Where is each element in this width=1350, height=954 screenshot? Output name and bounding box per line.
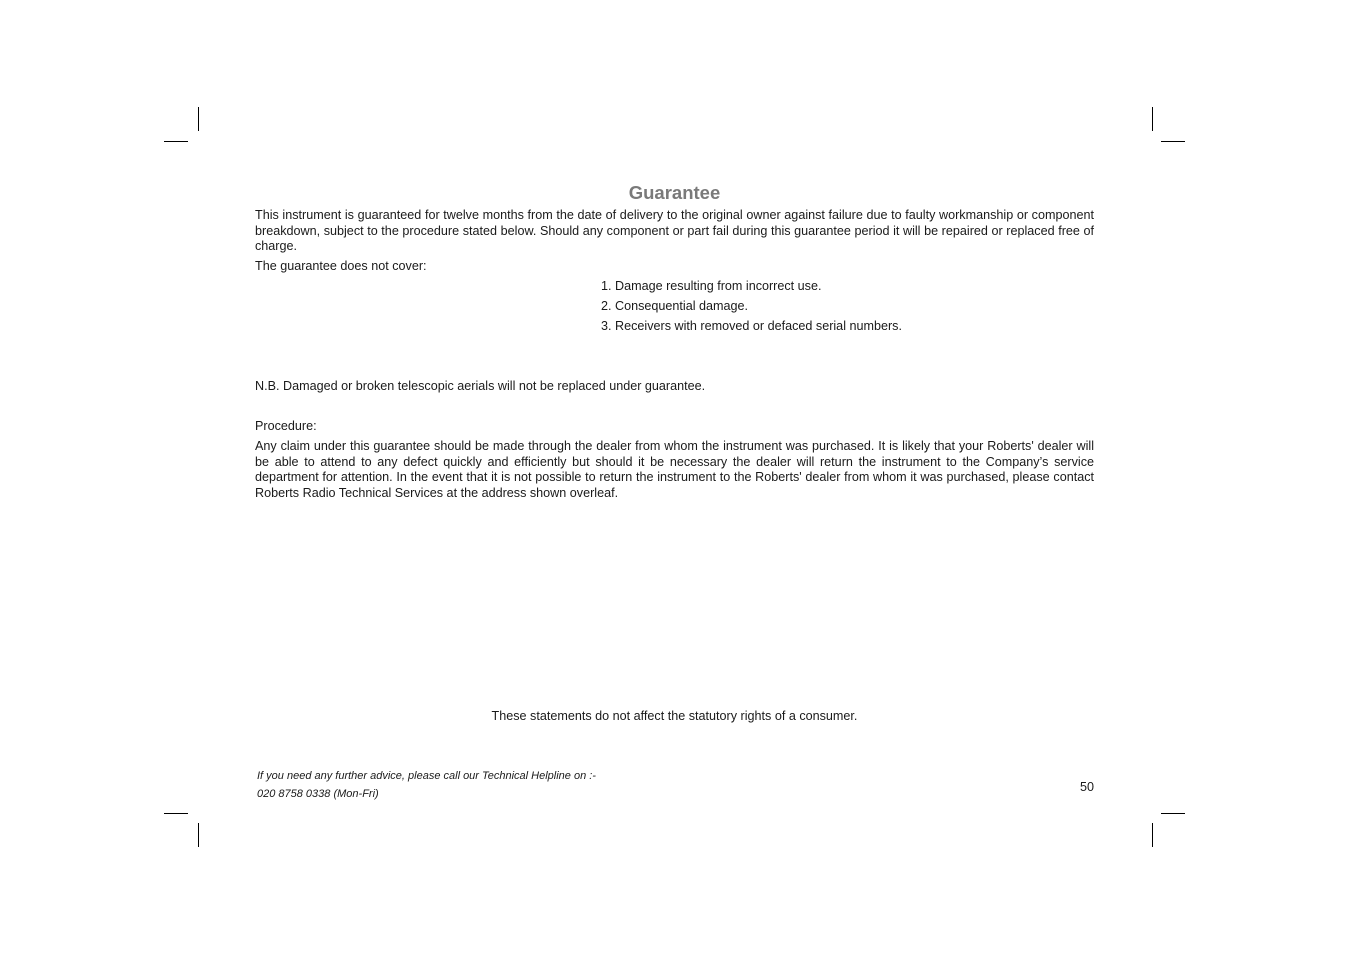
crop-mark-top-left-vertical	[198, 107, 199, 131]
crop-mark-top-right-horizontal	[1161, 141, 1185, 142]
page-title: Guarantee	[628, 182, 721, 203]
crop-mark-top-right-vertical	[1152, 107, 1153, 131]
procedure-paragraph: Any claim under this guarantee should be made through the dealer from whom the instrument was purchased. It is likely that your Roberts' dealer will be able to attend to any defect quickly and efficiently but should it be necessary the dealer will return the instrument to the Company’s service department for attention. In the event that it is not possible to return the instrument to the Roberts' dealer from whom it was purchased, please contact Roberts Radio Technical Services at the address shown overleaf.	[255, 439, 1094, 500]
not-covered-heading: The guarantee does not cover:	[255, 259, 427, 273]
crop-mark-bottom-left-horizontal	[164, 813, 188, 814]
helpline-number: 020 8758 0338 (Mon-Fri)	[257, 788, 379, 800]
exclusion-item: 2. Consequential damage.	[601, 299, 749, 313]
procedure-heading: Procedure:	[255, 419, 317, 433]
page-number: 50	[1079, 780, 1094, 794]
crop-mark-bottom-right-horizontal	[1161, 813, 1185, 814]
crop-mark-bottom-left-vertical	[198, 823, 199, 847]
crop-mark-top-left-horizontal	[164, 141, 188, 142]
aerial-note: N.B. Damaged or broken telescopic aerials will not be replaced under guarantee.	[255, 379, 706, 393]
exclusion-item: 1. Damage resulting from incorrect use.	[601, 279, 822, 293]
intro-paragraph: This instrument is guaranteed for twelve months from the date of delivery to the original owner against failure due to faulty workmanship or component breakdown, subject to the procedure stated below. Should any component or part fail during this guarantee period it will be repaired or replaced free of charge.	[255, 208, 1094, 253]
helpline-text: If you need any further advice, please call our Technical Helpline on :-	[257, 770, 596, 782]
crop-mark-bottom-right-vertical	[1152, 823, 1153, 847]
exclusion-item: 3. Receivers with removed or defaced serial numbers.	[601, 319, 902, 333]
statutory-statement: These statements do not affect the statutory rights of a consumer.	[491, 709, 858, 723]
